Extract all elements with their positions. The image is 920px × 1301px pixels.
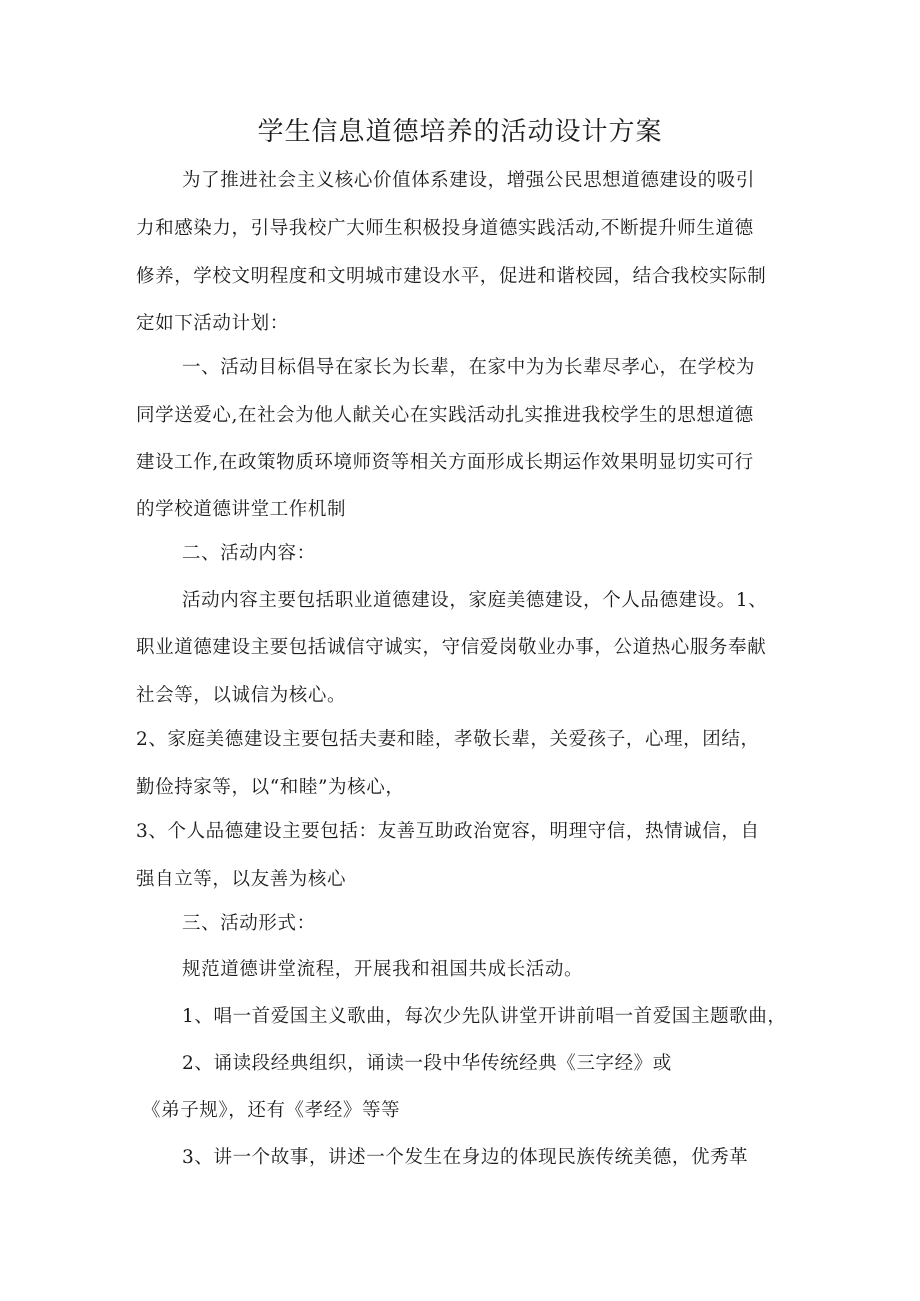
paragraph-line: 同学送爱心,在社会为他人献关心在实践活动扎实推进我校学生的思想道德 <box>136 405 754 426</box>
paragraph-line: 《弟子规》，还有《孝经》等等 <box>142 1100 401 1121</box>
paragraph-line: 建设工作,在政策物质环境师资等相关方面形成长期运作效果明显切实可行 <box>136 452 754 473</box>
paragraph-line: 规范道德讲堂流程，开展我和祖国共成长活动。 <box>182 959 584 980</box>
paragraph-line: 3、个人品德建设主要包括：友善互助政治宽容，明理守信，热情诚信，自 <box>136 821 760 842</box>
paragraph-line: 2、诵读段经典组织，诵读一段中华传统经典《三字经》或 <box>182 1053 672 1074</box>
paragraph-line: 社会等，以诚信为核心。 <box>136 685 347 706</box>
paragraph-line: 2、家庭美德建设主要包括夫妻和睦，孝敬长辈，关爱孩子，心理，团结， <box>136 729 760 750</box>
paragraph-line: 定如下活动计划： <box>136 313 289 334</box>
section-heading: 二、活动内容： <box>182 543 316 564</box>
paragraph-line: 3、讲一个故事，讲述一个发生在身边的体现民族传统美德，优秀革 <box>182 1147 749 1168</box>
paragraph-line: 修养，学校文明程度和文明城市建设水平，促进和谐校园，结合我校实际制 <box>136 266 767 287</box>
paragraph-line: 强自立等，以友善为核心 <box>136 869 347 890</box>
paragraph-line: 为了推进社会主义核心价值体系建设，增强公民思想道德建设的吸引 <box>182 170 756 191</box>
paragraph-line: 勤俭持家等，以“和睦”为核心， <box>136 777 405 798</box>
paragraph-line: 1、唱一首爱国主义歌曲，每次少先队讲堂开讲前唱一首爱国主题歌曲， <box>182 1006 787 1027</box>
paragraph-line: 活动内容主要包括职业道德建设，家庭美德建设，个人品德建设。1、 <box>182 590 768 611</box>
document-title: 学生信息道德培养的活动设计方案 <box>257 117 663 147</box>
paragraph-line: 职业道德建设主要包括诚信守诚实，守信爱岗敬业办事，公道热心服务奉献 <box>136 637 767 658</box>
paragraph-line: 的学校道德讲堂工作机制 <box>136 499 347 520</box>
paragraph-line: 力和感染力，引导我校广大师生积极投身道德实践活动,不断提升师生道德 <box>136 218 754 239</box>
paragraph-line: 一、活动目标倡导在家长为长辈，在家中为为长辈尽孝心，在学校为 <box>182 357 756 378</box>
section-heading: 三、活动形式： <box>182 913 316 934</box>
